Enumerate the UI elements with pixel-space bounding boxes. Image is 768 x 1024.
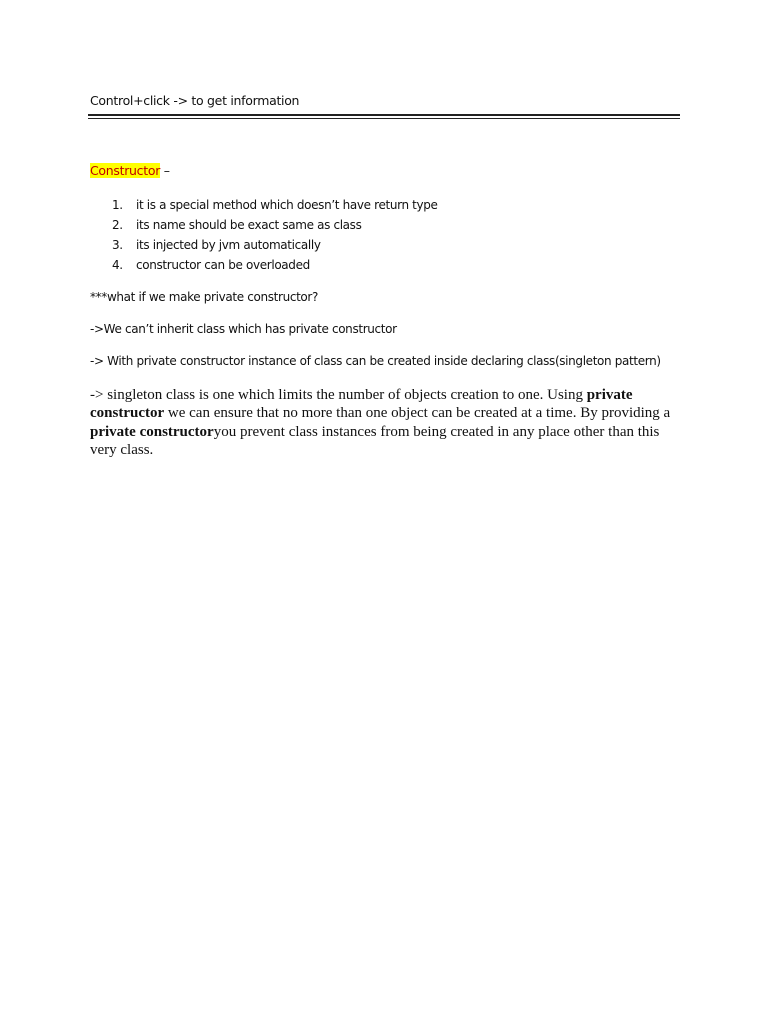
list-item bbox=[112, 196, 438, 216]
para-part-1: -> singleton class is one which limits the number of objects creation to one. Using bbox=[90, 387, 587, 403]
question-line: ***what if we make private constructor? bbox=[90, 290, 319, 304]
list-text: its name should be exact same as class bbox=[136, 218, 362, 232]
list-number: 2. bbox=[112, 218, 123, 232]
list-item bbox=[112, 216, 438, 236]
list-item bbox=[112, 256, 438, 276]
para-bold-2: private constructor bbox=[90, 423, 214, 440]
list-number: 1. bbox=[112, 198, 123, 212]
header-rule bbox=[88, 114, 680, 117]
para-bold-1: private constructor bbox=[90, 387, 633, 422]
list-text: it is a special method which doesn’t have return type bbox=[136, 198, 438, 212]
header-rule-secondary bbox=[88, 118, 680, 119]
title-dash: – bbox=[160, 163, 170, 178]
para-part-2: we can ensure that no more than one object can be created at a time. By providing a bbox=[164, 405, 671, 422]
list-item bbox=[112, 236, 438, 256]
page-header: Control+click -> to get information bbox=[90, 93, 300, 108]
list-text: its injected by jvm automatically bbox=[136, 238, 321, 252]
section-heading bbox=[90, 163, 170, 178]
answer-line-1: ->We can’t inherit class which has private constructor bbox=[90, 322, 397, 336]
list-text: constructor can be overloaded bbox=[136, 258, 310, 272]
list-number: 3. bbox=[112, 238, 123, 252]
singleton-paragraph bbox=[90, 386, 680, 460]
constructor-facts-list bbox=[112, 196, 438, 276]
para-part-3: you prevent class instances from being created in any place other than this very class. bbox=[90, 423, 660, 459]
answer-line-2: -> With private constructor instance of class can be created inside declaring class(singleton pattern) bbox=[90, 354, 661, 368]
highlighted-title: Constructor bbox=[90, 163, 161, 178]
list-number: 4. bbox=[112, 258, 123, 272]
